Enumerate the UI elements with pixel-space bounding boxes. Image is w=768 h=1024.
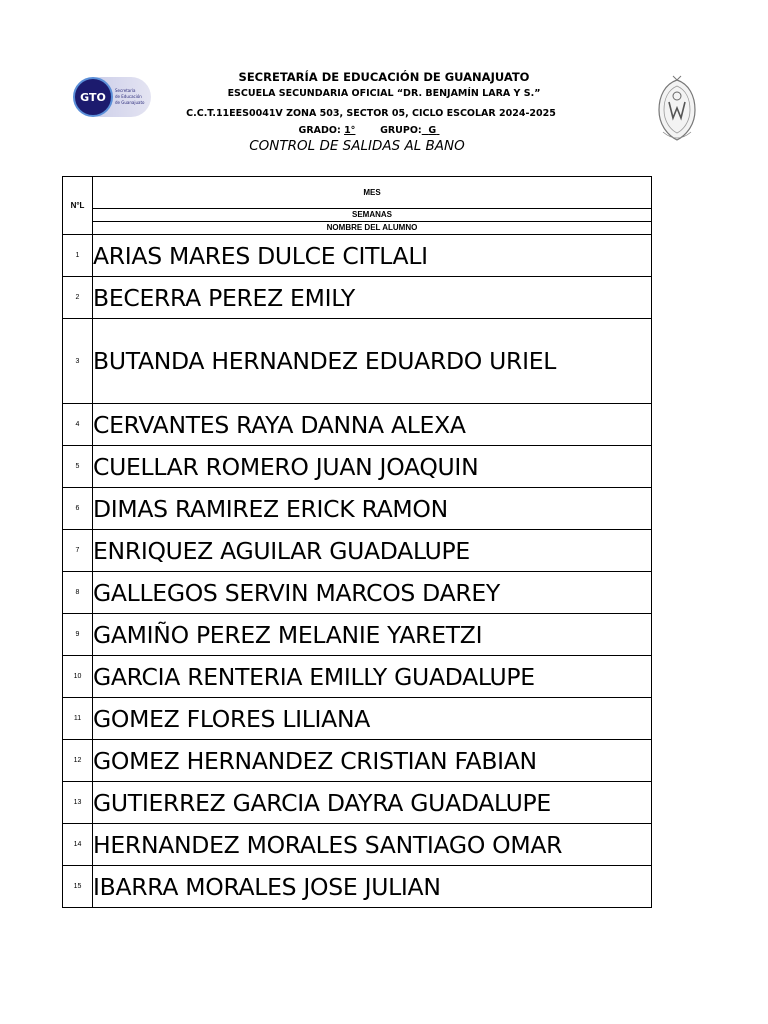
student-roster-table (62, 176, 652, 908)
student-name: GARCIA RENTERIA EMILLY GUADALUPE (93, 656, 652, 698)
student-name: ENRIQUEZ AGUILAR GUADALUPE (93, 530, 652, 572)
table-row (63, 866, 652, 908)
student-number: 1 (63, 235, 93, 277)
student-number: 12 (63, 740, 93, 782)
grado-value: 1° (344, 125, 356, 136)
table-row (63, 277, 652, 319)
student-number: 9 (63, 614, 93, 656)
table-row (63, 530, 652, 572)
student-name: BECERRA PEREZ EMILY (93, 277, 652, 319)
table-row (63, 404, 652, 446)
table-row (63, 488, 652, 530)
table-row (63, 740, 652, 782)
student-number: 8 (63, 572, 93, 614)
student-number: 11 (63, 698, 93, 740)
grupo-value: G (428, 125, 437, 136)
table-row (63, 656, 652, 698)
student-name: IBARRA MORALES JOSE JULIAN (93, 866, 652, 908)
header-line-escuela: ESCUELA SECUNDARIA OFICIAL “DR. BENJAMÍN LARA Y S.” (227, 88, 541, 99)
student-number: 15 (63, 866, 93, 908)
table-row (63, 446, 652, 488)
number-list-header: N°L (63, 177, 93, 235)
student-name: GUTIERREZ GARCIA DAYRA GUADALUPE (93, 782, 652, 824)
header-line-secretaria: SECRETARÍA DE EDUCACIÓN DE GUANAJUATO (238, 70, 530, 84)
table-row (63, 319, 652, 404)
student-name: HERNANDEZ MORALES SANTIAGO OMAR (93, 824, 652, 866)
student-name: GALLEGOS SERVIN MARCOS DAREY (93, 572, 652, 614)
student-number: 2 (63, 277, 93, 319)
student-name: DIMAS RAMIREZ ERICK RAMON (93, 488, 652, 530)
month-header: MES (93, 177, 652, 209)
student-number: 5 (63, 446, 93, 488)
gto-caption-3: de Guanajuato (115, 100, 145, 105)
student-number: 4 (63, 404, 93, 446)
table-row (63, 782, 652, 824)
header-line-cct: C.C.T.11EES0041V ZONA 503, SECTOR 05, CICLO ESCOLAR 2024-2025 (186, 108, 556, 119)
table-row (63, 614, 652, 656)
student-name: CUELLAR ROMERO JUAN JOAQUIN (93, 446, 652, 488)
table-row (63, 824, 652, 866)
document-subtitle: CONTROL DE SALIDAS AL BANO (249, 138, 465, 154)
student-number: 6 (63, 488, 93, 530)
grupo-label: GRUPO: (380, 125, 422, 136)
weeks-header: SEMANAS (93, 209, 652, 222)
table-row (63, 572, 652, 614)
student-number: 10 (63, 656, 93, 698)
student-name: BUTANDA HERNANDEZ EDUARDO URIEL (93, 319, 652, 404)
table-row (63, 235, 652, 277)
gto-logo-text: GTO (80, 91, 106, 104)
student-name: CERVANTES RAYA DANNA ALEXA (93, 404, 652, 446)
student-name: GAMIÑO PEREZ MELANIE YARETZI (93, 614, 652, 656)
student-name: ARIAS MARES DULCE CITLALI (93, 235, 652, 277)
student-name-header: NOMBRE DEL ALUMNO (93, 222, 652, 235)
student-name: GOMEZ FLORES LILIANA (93, 698, 652, 740)
student-name: GOMEZ HERNANDEZ CRISTIAN FABIAN (93, 740, 652, 782)
grado-label: GRADO: (298, 125, 341, 136)
table-row (63, 698, 652, 740)
gto-caption-2: de Educación (115, 94, 142, 99)
student-number: 14 (63, 824, 93, 866)
student-number: 3 (63, 319, 93, 404)
header-line-grado-grupo (0, 125, 753, 136)
student-number: 7 (63, 530, 93, 572)
student-number: 13 (63, 782, 93, 824)
gto-caption-1: Secretaría (115, 88, 136, 93)
